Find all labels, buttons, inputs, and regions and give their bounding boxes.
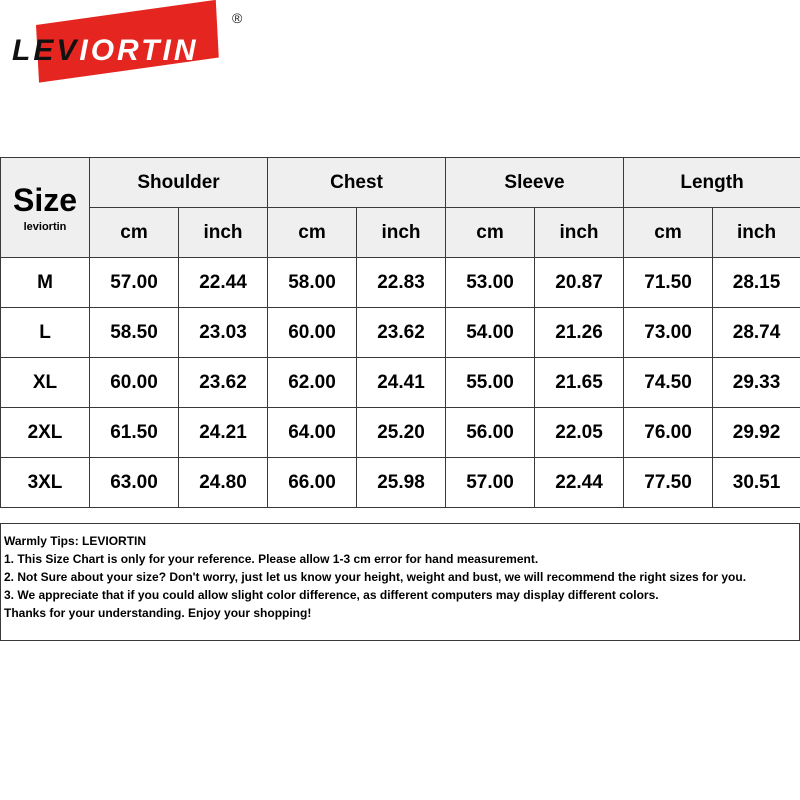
value-cell: 21.26 — [535, 308, 624, 358]
tips-title: Warmly Tips: LEVIORTIN — [4, 534, 147, 548]
value-cell: 20.87 — [535, 258, 624, 308]
registered-mark: ® — [232, 10, 243, 26]
value-cell: 24.21 — [179, 408, 268, 458]
header-length: Length — [624, 158, 800, 208]
value-cell: 54.00 — [446, 308, 535, 358]
table-row — [1, 358, 800, 408]
value-cell: 22.44 — [179, 258, 268, 308]
size-label-cell: 3XL — [1, 458, 90, 508]
tips-line: 2. Not Sure about your size? Don't worry, just let us know your height, weight and bust, we will recommend the right sizes for you. — [4, 570, 747, 584]
header-shoulder: Shoulder — [90, 158, 268, 208]
value-cell: 22.83 — [357, 258, 446, 308]
unit-cell: inch — [357, 208, 446, 258]
unit-cell: inch — [179, 208, 268, 258]
logo-text — [12, 36, 198, 66]
value-cell: 76.00 — [624, 408, 713, 458]
value-cell: 22.05 — [535, 408, 624, 458]
table-row — [1, 408, 800, 458]
value-cell: 56.00 — [446, 408, 535, 458]
tips-box — [0, 523, 800, 641]
unit-cell: inch — [713, 208, 800, 258]
value-cell: 30.51 — [713, 458, 800, 508]
value-cell: 73.00 — [624, 308, 713, 358]
size-header-subtitle: leviortin — [23, 221, 67, 234]
value-cell: 62.00 — [268, 358, 357, 408]
value-cell: 53.00 — [446, 258, 535, 308]
tips-line: 1. This Size Chart is only for your reference. Please allow 1-3 cm error for hand measurement. — [4, 552, 539, 566]
value-cell: 64.00 — [268, 408, 357, 458]
value-cell: 71.50 — [624, 258, 713, 308]
value-cell: 29.92 — [713, 408, 800, 458]
value-cell: 55.00 — [446, 358, 535, 408]
value-cell: 58.50 — [90, 308, 179, 358]
table-row — [1, 308, 800, 358]
value-cell: 23.03 — [179, 308, 268, 358]
value-cell: 28.15 — [713, 258, 800, 308]
value-cell: 23.62 — [357, 308, 446, 358]
value-cell: 25.20 — [357, 408, 446, 458]
unit-cell: inch — [535, 208, 624, 258]
value-cell: 74.50 — [624, 358, 713, 408]
logo-text-dark: LEV — [12, 34, 80, 67]
size-header-title: Size — [12, 181, 78, 218]
value-cell: 28.74 — [713, 308, 800, 358]
value-cell: 58.00 — [268, 258, 357, 308]
tips-closing: Thanks for your understanding. Enjoy your shopping! — [4, 606, 312, 620]
size-chart-table — [0, 157, 800, 508]
value-cell: 61.50 — [90, 408, 179, 458]
brand-logo — [8, 10, 253, 90]
size-label-cell: 2XL — [1, 408, 90, 458]
size-label-cell: L — [1, 308, 90, 358]
value-cell: 21.65 — [535, 358, 624, 408]
unit-cell: cm — [446, 208, 535, 258]
value-cell: 24.41 — [357, 358, 446, 408]
value-cell: 60.00 — [268, 308, 357, 358]
value-cell: 22.44 — [535, 458, 624, 508]
tips-line: 3. We appreciate that if you could allow slight color difference, as different computers may display different colors. — [4, 588, 659, 602]
logo-text-light: IORTIN — [79, 34, 199, 67]
value-cell: 63.00 — [90, 458, 179, 508]
unit-cell: cm — [90, 208, 179, 258]
value-cell: 66.00 — [268, 458, 357, 508]
value-cell: 57.00 — [446, 458, 535, 508]
unit-cell: cm — [624, 208, 713, 258]
unit-cell: cm — [268, 208, 357, 258]
header-sleeve: Sleeve — [446, 158, 624, 208]
value-cell: 60.00 — [90, 358, 179, 408]
value-cell: 24.80 — [179, 458, 268, 508]
header-chest: Chest — [268, 158, 446, 208]
table-row — [1, 258, 800, 308]
size-label-cell: XL — [1, 358, 90, 408]
value-cell: 23.62 — [179, 358, 268, 408]
unit-header-row — [1, 208, 800, 258]
table-row — [1, 458, 800, 508]
measurement-header-row — [1, 158, 800, 208]
size-label-cell: M — [1, 258, 90, 308]
value-cell: 57.00 — [90, 258, 179, 308]
size-header-cell — [1, 158, 90, 258]
value-cell: 29.33 — [713, 358, 800, 408]
value-cell: 25.98 — [357, 458, 446, 508]
value-cell: 77.50 — [624, 458, 713, 508]
